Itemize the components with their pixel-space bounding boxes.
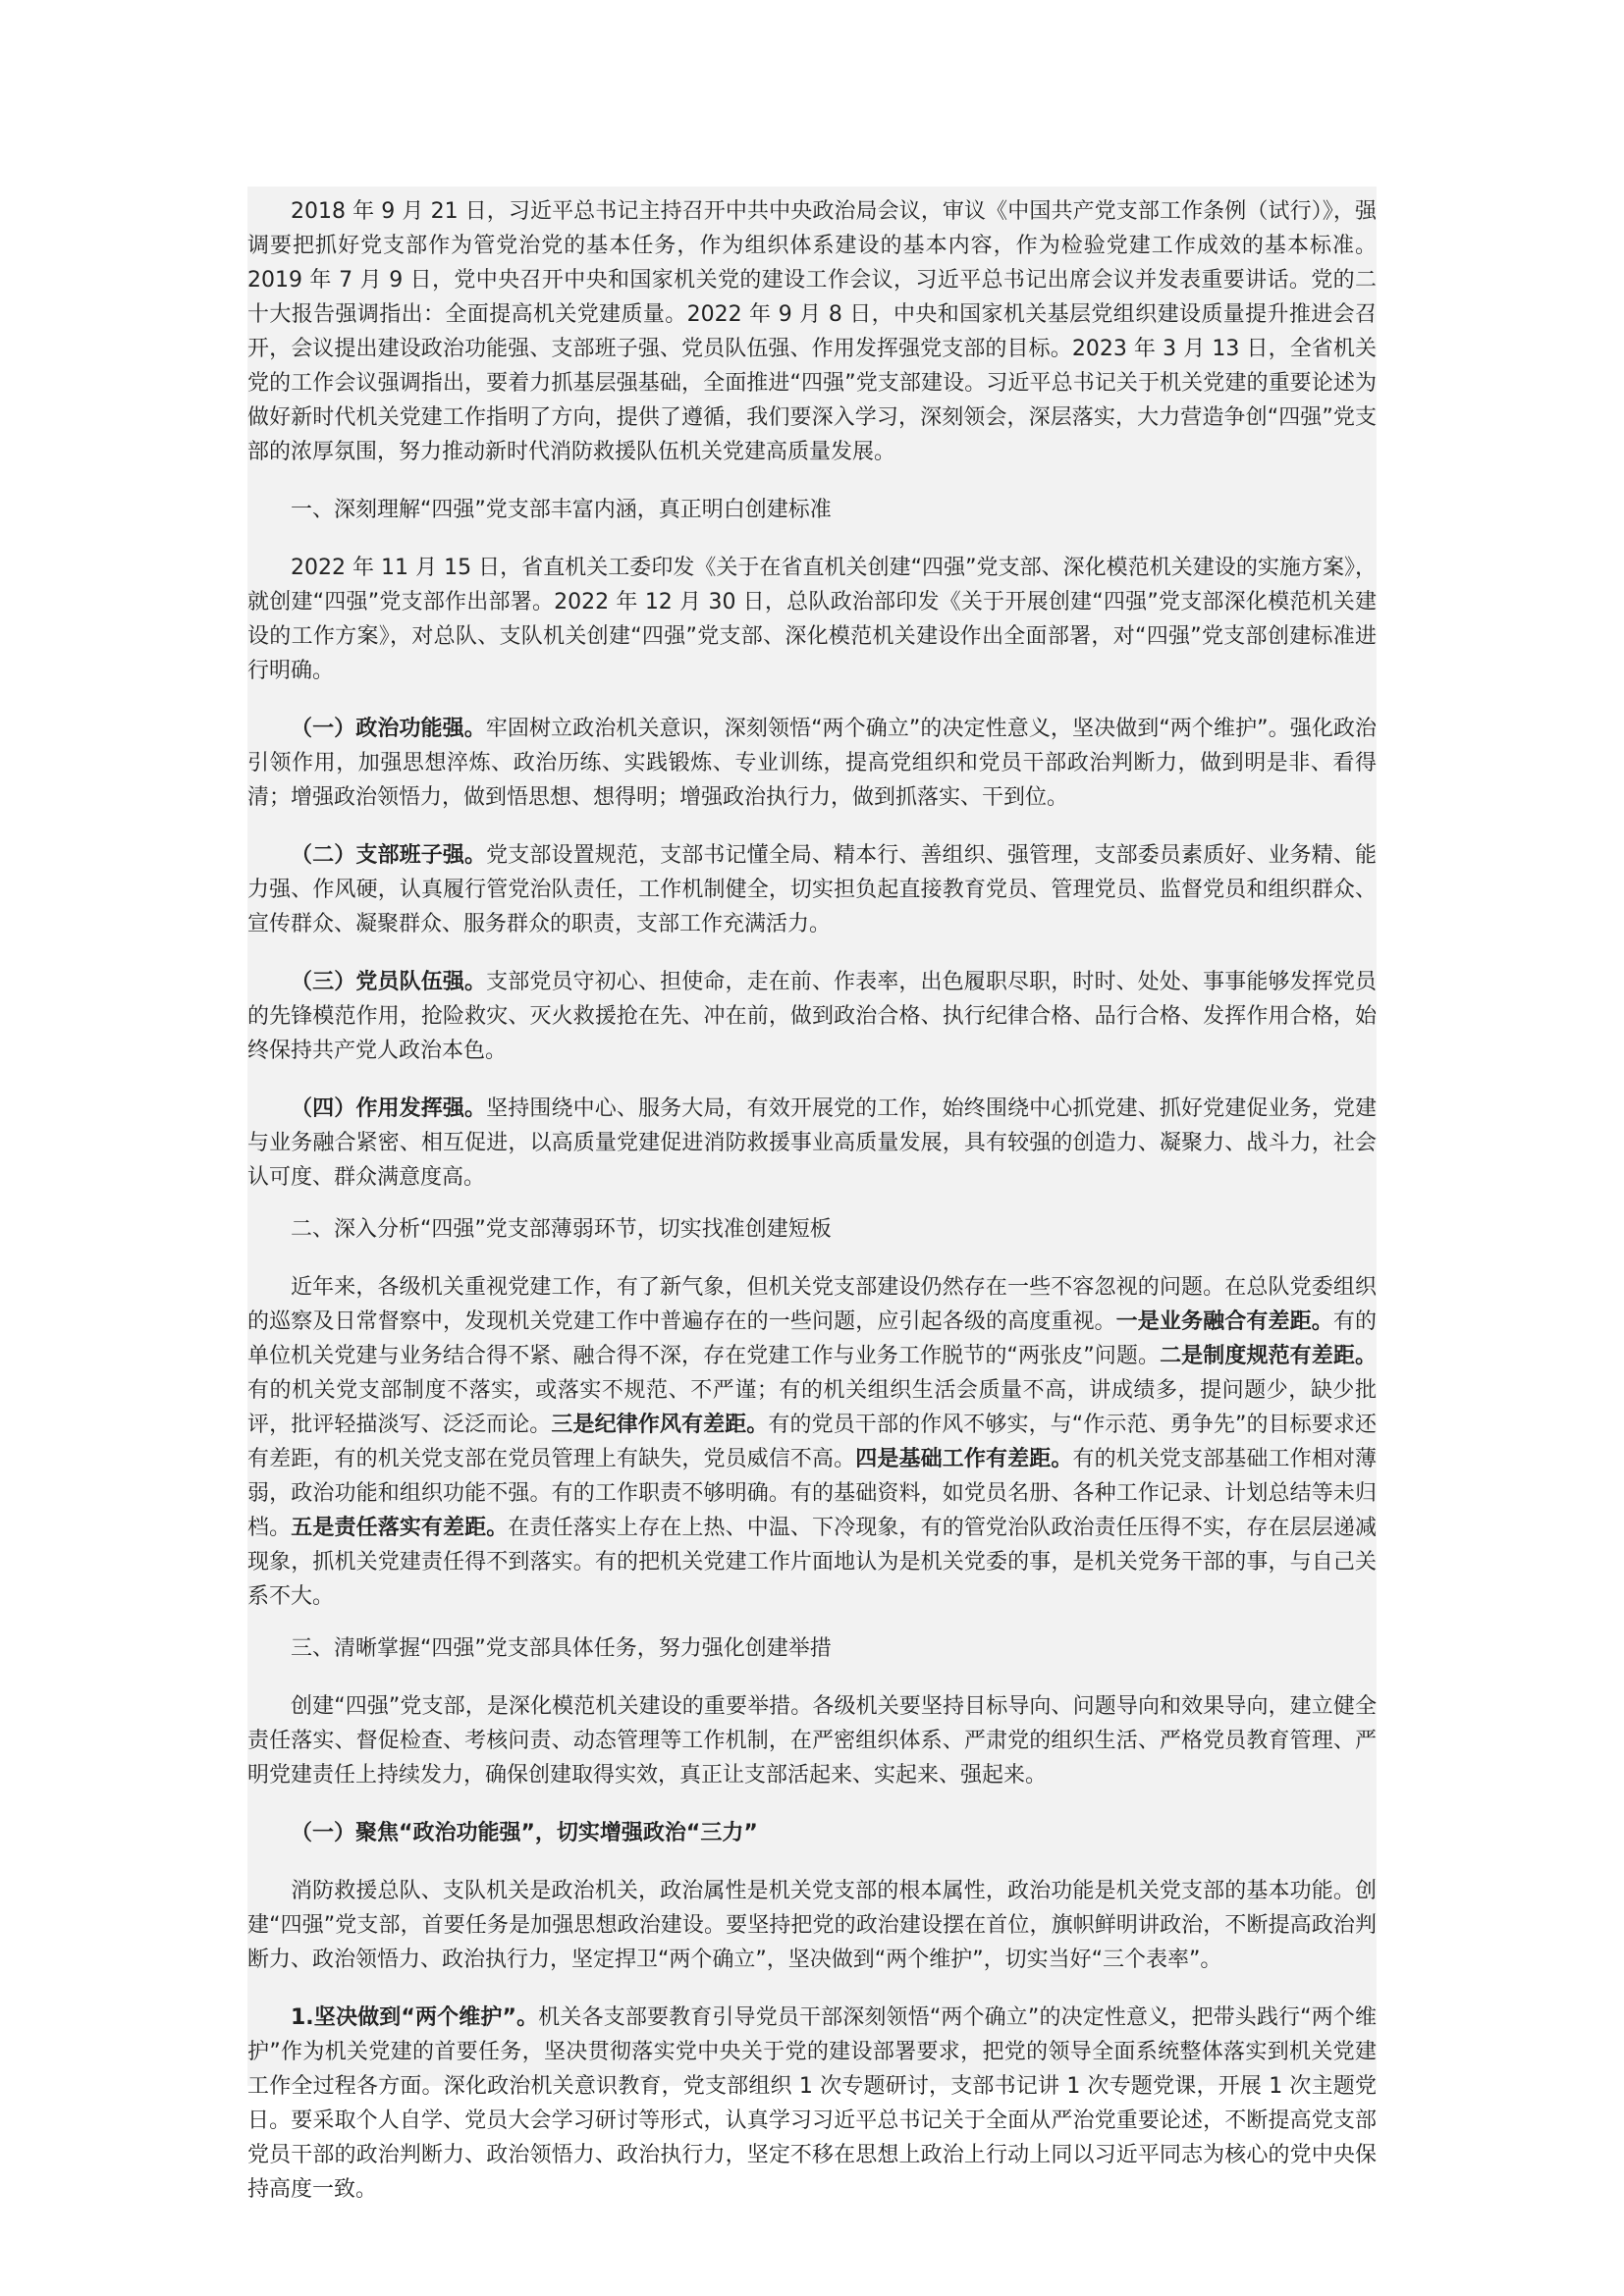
- point-lead: 二是制度规范有差距。: [1160, 1344, 1377, 1368]
- intro-paragraph: 2018 年 9 月 21 日，习近平总书记主持召开中共中央政治局会议，审议《中国共产党支部工作条例（试行）》，强调要把抓好党支部作为管党治党的基本任务，作为组织体系建设的基本内容，作为检验党建工作成效的基本标准。2019 年 7 月 9 日，党中央召开中央和国家机关党的建设工作会议，习近平总书记出席会议并发表重要讲话。党的二十大报告强调指出：全面提高机关党建质量。2022 年 9 月 8 日，中央和国家机关基层党组织建设质量提升推进会召开，会议提出建设政治功能强、支部班子强、党员队伍强、作用发挥强党支部的目标。2023 年 3 月 13 日，全省机关党的工作会议强调指出，要着力抓基层强基础，全面推进“四强”党支部建设。习近平总书记关于机关党建的重要论述为做好新时代机关党建工作指明了方向，提供了遵循，我们要深入学习，深刻领会，深层落实，大力营造争创“四强”党支部的浓厚氛围，努力推动新时代消防救援队伍机关党建高质量发展。: [247, 199, 1377, 464]
- section-1-intro: 2022 年 11 月 15 日，省直机关工委印发《关于在省直机关创建“四强”党支部、深化模范机关建设的实施方案》，就创建“四强”党支部作出部署。2022 年 12 月 30 日，总队政治部印发《关于开展创建“四强”党支部深化模范机关建设的工作方案》，对总队、支队机关创建“四强”党支部、深化模范机关建设作出全面部署，对“四强”党支部创建标准进行明确。: [247, 556, 1377, 683]
- document-page: [247, 187, 1377, 2202]
- section-1-item-1: [247, 712, 1377, 815]
- item-lead: （四）作用发挥强。: [291, 1096, 487, 1121]
- item-text: 牢固树立政治机关意识，深刻领悟“两个确立”的决定性意义，坚决做到“两个维护”。强化政治引领作用，加强思想淬炼、政治历练、实践锻炼、专业训练，提高党组织和党员干部政治判断力，做到明是非、看得清；增强政治领悟力，做到悟思想、想得明；增强政治执行力，做到抓落实、干到位。: [247, 717, 1377, 810]
- section-3-sub-intro: 消防救援总队、支队机关是政治机关，政治属性是机关党支部的根本属性，政治功能是机关党支部的基本功能。创建“四强”党支部，首要任务是加强思想政治建设。要坚持把党的政治建设摆在首位，旗帜鲜明讲政治，不断提高政治判断力、政治领悟力、政治执行力，坚定捍卫“两个确立”，坚决做到“两个维护”，切实当好“三个表率”。: [247, 1879, 1377, 1972]
- point-text: 在责任落实上存在上热、中温、下冷现象，有的管党治队政治责任压得不实，存在层层递减现象，抓机关党建责任得不到落实。有的把机关党建工作片面地认为是机关党委的事，是机关党务干部的事，与自己关系不大。: [247, 1516, 1377, 1609]
- section-1-item-3: [247, 965, 1377, 1068]
- section-2-heading: 二、深入分析“四强”党支部薄弱环节，切实找准创建短板: [291, 1217, 832, 1242]
- section-3-heading: 三、清晰掌握“四强”党支部具体任务，努力强化创建举措: [291, 1636, 832, 1661]
- item-lead: 1.坚决做到“两个维护”。: [291, 2005, 539, 2030]
- section-1-heading: 一、深刻理解“四强”党支部丰富内涵，真正明白创建标准: [291, 498, 832, 522]
- item-text: 坚持围绕中心、服务大局，有效开展党的工作，始终围绕中心抓党建、抓好党建促业务，党建与业务融合紧密、相互促进，以高质量党建促进消防救援事业高质量发展，具有较强的创造力、凝聚力、战斗力，社会认可度、群众满意度高。: [247, 1096, 1377, 1190]
- point-lead: 一是业务融合有差距。: [1115, 1309, 1333, 1334]
- section-3-subheading: （一）聚焦“政治功能强”，切实增强政治“三力”: [291, 1821, 758, 1845]
- item-text: 党支部设置规范，支部书记懂全局、精本行、善组织、强管理，支部委员素质好、业务精、能力强、作风硬，认真履行管党治队责任，工作机制健全，切实担负起直接教育党员、管理党员、监督党员和组织群众、宣传群众、凝聚群众、服务群众的职责，支部工作充满活力。: [247, 843, 1377, 936]
- section-3-item-1: [247, 2001, 1377, 2207]
- section-2-intro: 近年来，各级机关重视党建工作，有了新气象，但机关党支部建设仍然存在一些不容忽视的问题。在总队党委组织的巡察及日常督察中，发现机关党建工作中普遍存在的一些问题，应引起各级的高度重视。: [247, 1275, 1377, 1334]
- item-text: 支部党员守初心、担使命，走在前、作表率，出色履职尽职，时时、处处、事事能够发挥党员的先锋模范作用，抢险救灾、灭火救援抢在先、冲在前，做到政治合格、执行纪律合格、品行合格、发挥作用合格，始终保持共产党人政治本色。: [247, 970, 1377, 1063]
- point-lead: 三是纪律作风有差距。: [551, 1413, 769, 1437]
- item-lead: （一）政治功能强。: [291, 717, 486, 741]
- item-text: 机关各支部要教育引导党员干部深刻领悟“两个确立”的决定性意义，把带头践行“两个维护”作为机关党建的首要任务，坚决贯彻落实党中央关于党的建设部署要求，把党的领导全面系统整体落实到机关党建工作全过程各方面。深化政治机关意识教育，党支部组织 1 次专题研讨，支部书记讲 1 次专题党课，开展 1 次主题党日。要采取个人自学、党员大会学习研讨等形式，认真学习习近平总书记关于全面从严治党重要论述，不断提高党支部党员干部的政治判断力、政治领悟力、政治执行力，坚定不移在思想上政治上行动上同以习近平同志为核心的党中央保持高度一致。: [247, 2005, 1377, 2202]
- point-lead: 五是责任落实有差距。: [291, 1516, 509, 1540]
- section-1-item-2: [247, 838, 1377, 941]
- point-lead: 四是基础工作有差距。: [855, 1447, 1073, 1471]
- item-lead: （三）党员队伍强。: [291, 970, 487, 994]
- item-lead: （二）支部班子强。: [291, 843, 487, 868]
- section-1-item-4: [247, 1092, 1377, 1195]
- section-2-body: [247, 1270, 1377, 1614]
- point-text: 有的机关党支部基础工作相对薄弱，政治功能和组织功能不强。有的工作职责不够明确。有的基础资料，如党员名册、各种工作记录、计划总结等未归档。: [247, 1447, 1377, 1540]
- point-text: 有的党员干部的作风不够实，与“作示范、勇争先”的目标要求还有差距，有的机关党支部在党员管理上有缺失，党员威信不高。: [247, 1413, 1377, 1471]
- point-text: 有的机关党支部制度不落实，或落实不规范、不严谨；有的机关组织生活会质量不高，讲成绩多，提问题少，缺少批评，批评轻描淡写、泛泛而论。: [247, 1378, 1377, 1437]
- point-text: 有的单位机关党建与业务结合得不紧、融合得不深，存在党建工作与业务工作脱节的“两张皮”问题。: [247, 1309, 1377, 1368]
- section-3-intro: 创建“四强”党支部，是深化模范机关建设的重要举措。各级机关要坚持目标导向、问题导向和效果导向，建立健全责任落实、督促检查、考核问责、动态管理等工作机制，在严密组织体系、严肃党的组织生活、严格党员教育管理、严明党建责任上持续发力，确保创建取得实效，真正让支部活起来、实起来、强起来。: [247, 1694, 1377, 1788]
